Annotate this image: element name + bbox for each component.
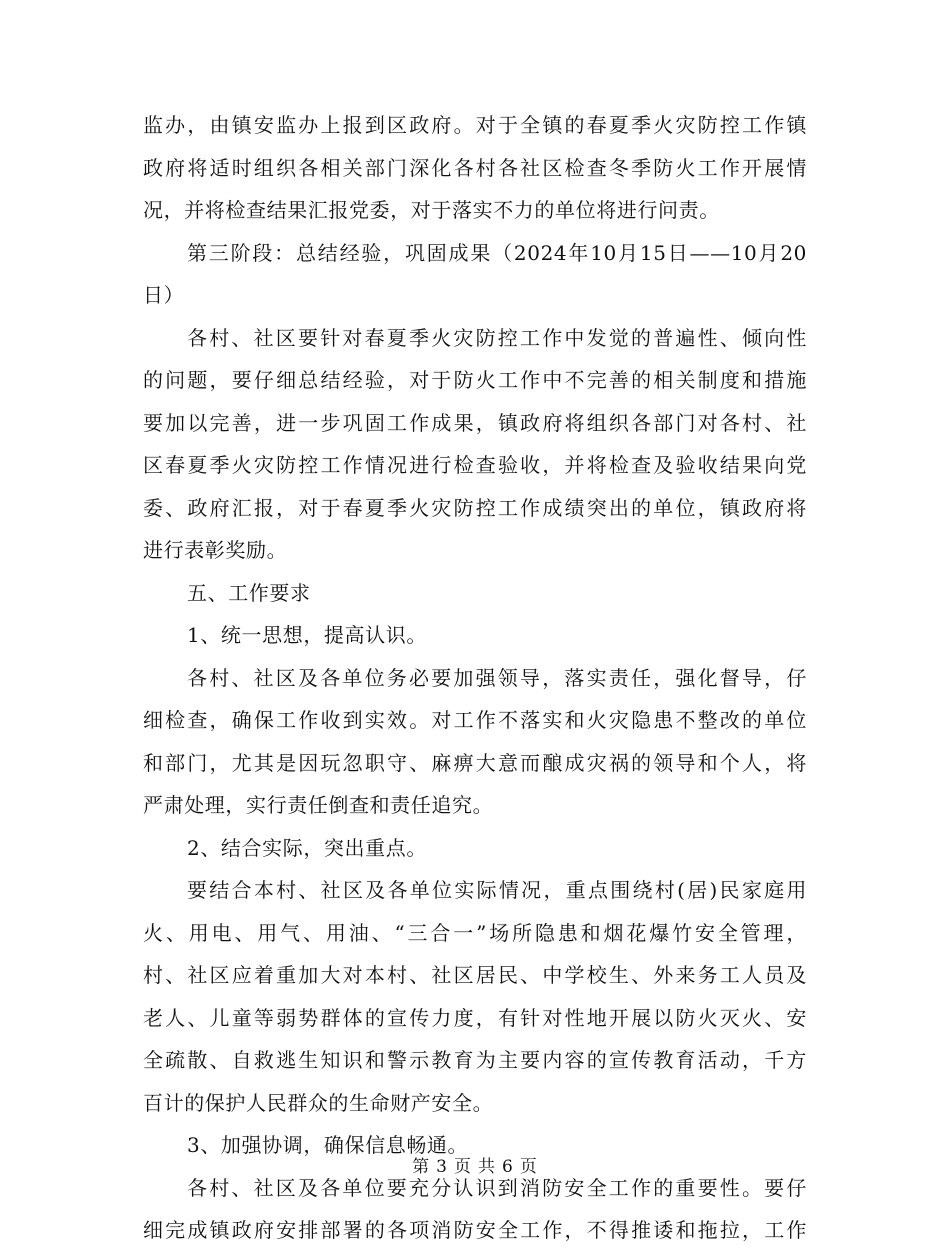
- text-line: 全疏散、自救逃生知识和警示教育为主要内容的宣传教育活动，千方: [143, 1048, 807, 1072]
- text-line: 况，并将检查结果汇报党委，对于落实不力的单位将进行问责。: [143, 198, 720, 222]
- footer-page-word: 页: [454, 1157, 472, 1177]
- footer-suffix: 页: [519, 1157, 538, 1177]
- text-line: 政府将适时组织各相关部门深化各村各社区检查冬季防火工作开展情: [143, 155, 807, 180]
- text-line: 各村、社区及各单位要充分认识到消防安全工作的重要性。要仔: [187, 1175, 807, 1200]
- page-footer: [0, 1152, 950, 1177]
- text-line: 老人、儿童等弱势群体的宣传力度，有针对性地开展以防火灭火、安: [143, 1005, 807, 1030]
- text-line: 和部门，尤其是因玩忽职守、麻痹大意而酿成灾祸的领导和个人，将: [143, 750, 807, 775]
- text-line: 1、统一思想，提高认识。: [187, 623, 427, 647]
- footer-prefix: 第: [412, 1157, 431, 1177]
- text-line: 细完成镇政府安排部署的各项消防安全工作，不得推诿和拖拉，工作: [143, 1218, 807, 1242]
- text-line: 各村、社区要针对春夏季火灾防控工作中发觉的普遍性、倾向性: [187, 325, 807, 350]
- text-line: 火、用电、用气、用油、“三合一”场所隐患和烟花爆竹安全管理，: [143, 920, 807, 945]
- text-line: 百计的保护人民群众的生命财产安全。: [143, 1090, 494, 1115]
- footer-total-word: 共: [478, 1157, 496, 1177]
- text-line: 2、结合实际，突出重点。: [187, 835, 427, 860]
- text-line: 严肃处理，实行责任倒查和责任追究。: [143, 793, 494, 817]
- text-line: 要结合本村、社区及各单位实际情况，重点围绕村(居)民家庭用: [187, 878, 807, 902]
- text-line: 的问题，要仔细总结经验，对于防火工作中不完善的相关制度和措施: [143, 368, 807, 392]
- footer-current-page: 3: [436, 1157, 448, 1177]
- text-line: 五、工作要求: [187, 580, 311, 605]
- text-line: 各村、社区及各单位务必要加强领导，落实责任，强化督导，仔: [187, 665, 807, 690]
- footer-total-pages: 6: [502, 1157, 514, 1177]
- body-text: [143, 104, 807, 1252]
- text-line: 3、加强协调，确保信息畅通。: [187, 1133, 469, 1157]
- text-line: 监办，由镇安监办上报到区政府。对于全镇的春夏季火灾防控工作镇: [143, 113, 807, 137]
- text-line: 村、社区应着重加大对本村、社区居民、中学校生、外来务工人员及: [143, 963, 807, 987]
- text-line: 要加以完善，进一步巩固工作成果，镇政府将组织各部门对各村、社: [143, 410, 807, 435]
- text-line: 日）: [143, 283, 185, 307]
- text-line: 区春夏季火灾防控工作情况进行检查验收，并将检查及验收结果向党: [143, 453, 807, 477]
- text-line: 进行表彰奖励。: [143, 538, 288, 562]
- text-line: 第三阶段：总结经验，巩固成果（2024年10月15日——10月20: [187, 240, 807, 265]
- text-line: 委、政府汇报，对于春夏季火灾防控工作成绩突出的单位，镇政府将: [143, 495, 807, 520]
- text-line: 细检查，确保工作收到实效。对工作不落实和火灾隐患不整改的单位: [143, 708, 807, 732]
